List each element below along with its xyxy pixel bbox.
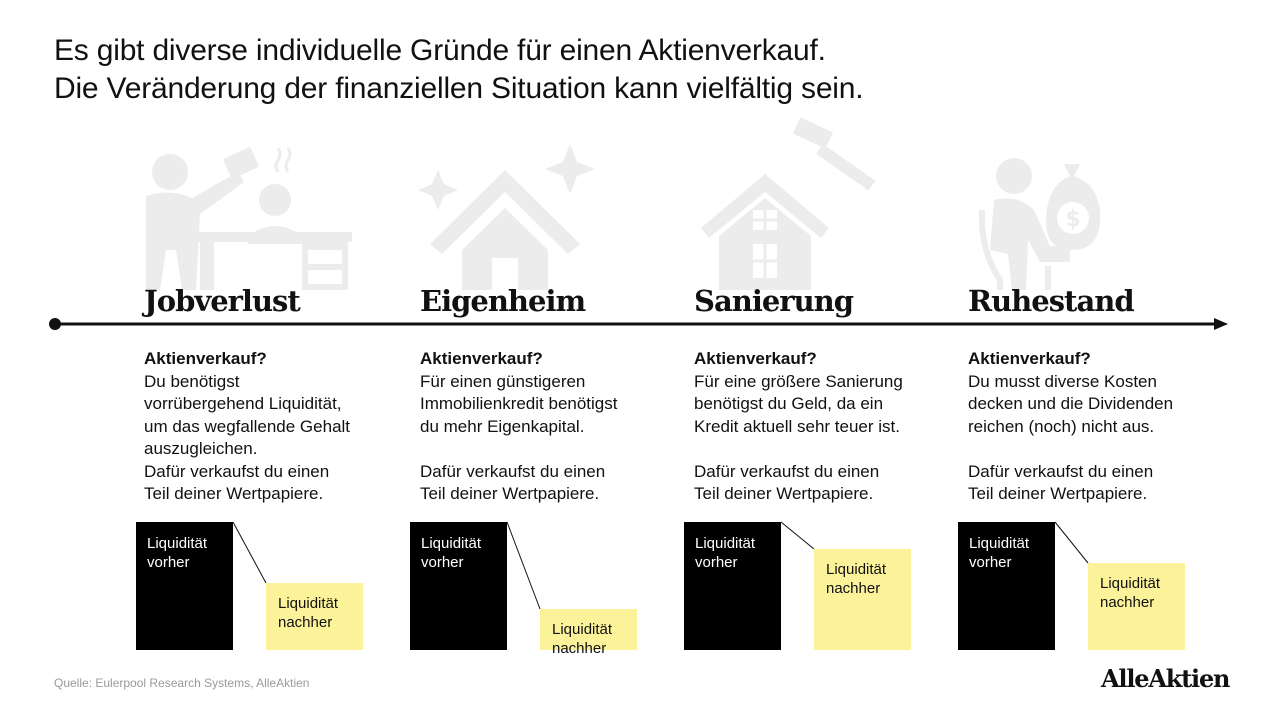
stage-action-line: Dafür verkaufst du einen xyxy=(694,461,880,481)
label-liquidity-after: Liquidität nachher xyxy=(1100,575,1161,611)
label-liquidity-after: Liquidität nachher xyxy=(552,621,613,657)
connector-line xyxy=(233,522,266,583)
stage-text-line: Kredit aktuell sehr teuer ist. xyxy=(694,416,900,436)
alleaktien-logo: AlleAktien xyxy=(1101,664,1230,693)
svg-text:$: $ xyxy=(1065,207,1081,232)
stage-text-line: decken und die Dividenden xyxy=(968,394,1174,413)
label-liquidity-before: Liquidität vorher xyxy=(969,535,1030,571)
stage-action-line: Teil deiner Wertpapiere. xyxy=(420,484,600,503)
stage-heading-sanierung: Sanierung xyxy=(694,284,854,318)
stage-question: Aktienverkauf? xyxy=(144,349,267,368)
stage-action-line: Dafür verkaufst du einen xyxy=(420,461,606,481)
stage-text-line: vorrübergehend Liquidität, xyxy=(144,394,342,413)
stage-text-line: benötigst du Geld, da ein xyxy=(694,394,884,413)
label-liquidity-before: Liquidität vorher xyxy=(695,535,756,571)
stage-text-line: Für eine größere Sanierung xyxy=(694,371,903,391)
stage-heading-eigenheim: Eigenheim xyxy=(420,284,586,318)
liquidity-bars-3 xyxy=(958,0,1198,720)
stage-text-line: reichen (noch) nicht aus. xyxy=(968,416,1155,436)
connector-line xyxy=(1055,522,1088,563)
stage-text-line: Du musst diverse Kosten xyxy=(968,371,1157,391)
label-liquidity-before: Liquidität vorher xyxy=(421,535,482,571)
label-liquidity-before: Liquidität vorher xyxy=(147,535,208,571)
stage-question: Aktienverkauf? xyxy=(694,349,817,368)
liquidity-bars-1 xyxy=(410,0,650,720)
stage-action-line: Dafür verkaufst du einen xyxy=(968,461,1154,481)
stage-question: Aktienverkauf? xyxy=(968,349,1091,368)
stage-text-line: um das wegfallende Gehalt xyxy=(144,416,351,436)
connector-line xyxy=(781,522,814,549)
stage-heading-jobverlust: Jobverlust xyxy=(144,284,300,318)
stage-text-line: Für einen günstigeren xyxy=(420,371,586,391)
stage-text-line: auszugleichen. xyxy=(144,439,258,458)
stage-text-line: du mehr Eigenkapital. xyxy=(420,416,585,436)
stage-action-line: Teil deiner Wertpapiere. xyxy=(144,484,324,503)
stage-text-line: Du benötigst xyxy=(144,371,240,391)
stage-text-line: Immobilienkredit benötigst xyxy=(420,394,618,413)
title-line-2: Die Veränderung der finanziellen Situation kann vielfältig sein. xyxy=(54,72,864,105)
stage-action-line: Teil deiner Wertpapiere. xyxy=(968,484,1148,503)
label-liquidity-after: Liquidität nachher xyxy=(826,561,887,597)
source-note: Quelle: Eulerpool Research Systems, AlleAktien xyxy=(54,676,310,690)
liquidity-bars-2 xyxy=(684,0,924,720)
stage-action-line: Teil deiner Wertpapiere. xyxy=(694,484,874,503)
stage-question: Aktienverkauf? xyxy=(420,349,543,368)
liquidity-bars-0 xyxy=(136,0,376,720)
label-liquidity-after: Liquidität nachher xyxy=(278,595,339,631)
connector-line xyxy=(507,522,540,609)
stage-heading-ruhestand: Ruhestand xyxy=(968,284,1134,318)
title-line-1: Es gibt diverse individuelle Gründe für einen Aktienverkauf. xyxy=(54,34,826,67)
stage-action-line: Dafür verkaufst du einen xyxy=(144,461,330,481)
